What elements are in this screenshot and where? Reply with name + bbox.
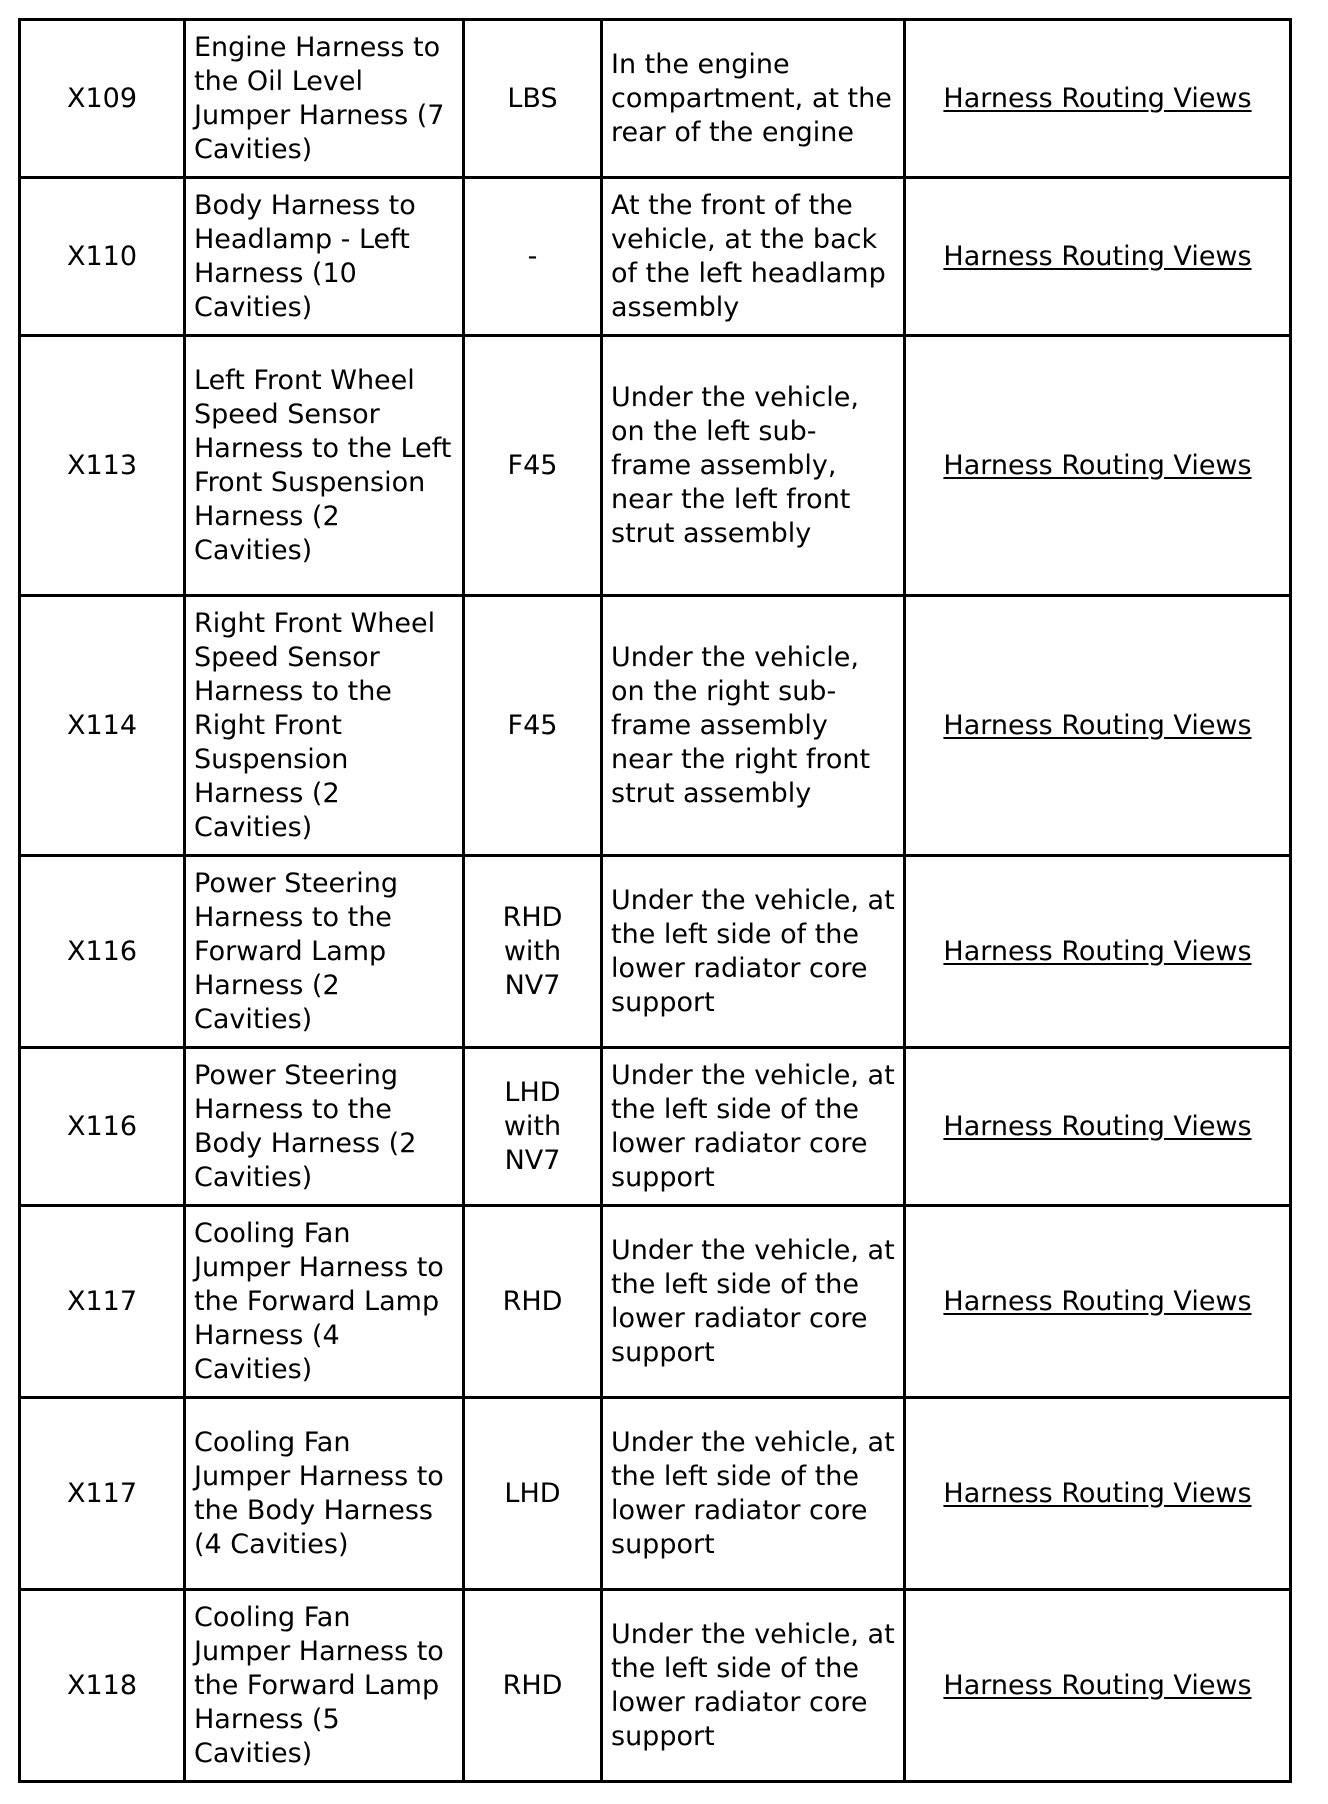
- connector-id: X116: [20, 856, 185, 1048]
- link-cell: [905, 178, 1291, 336]
- harness-routing-views-link[interactable]: Harness Routing Views: [943, 709, 1252, 741]
- link-cell: [905, 1048, 1291, 1206]
- link-cell: [905, 1206, 1291, 1398]
- connector-id: X118: [20, 1590, 185, 1782]
- connector-description: Engine Harness to the Oil Level Jumper Harness (7 Cavities): [185, 20, 464, 178]
- harness-routing-views-link[interactable]: Harness Routing Views: [943, 935, 1252, 967]
- connector-id: X116: [20, 1048, 185, 1206]
- link-cell: [905, 20, 1291, 178]
- table-row: [20, 336, 1291, 596]
- connector-description: Cooling Fan Jumper Harness to the Forward Lamp Harness (5 Cavities): [185, 1590, 464, 1782]
- harness-routing-views-link[interactable]: Harness Routing Views: [943, 1669, 1252, 1701]
- table-row: [20, 856, 1291, 1048]
- link-cell: [905, 596, 1291, 856]
- connector-location: Under the vehicle, on the right sub-frame assembly near the right front strut assembly: [602, 596, 905, 856]
- harness-routing-views-link[interactable]: Harness Routing Views: [943, 1285, 1252, 1317]
- connector-description: Right Front Wheel Speed Sensor Harness to the Right Front Suspension Harness (2 Cavities): [185, 596, 464, 856]
- harness-routing-views-link[interactable]: Harness Routing Views: [943, 1110, 1252, 1142]
- harness-routing-views-link[interactable]: Harness Routing Views: [943, 82, 1252, 114]
- connector-description: Power Steering Harness to the Body Harness (2 Cavities): [185, 1048, 464, 1206]
- connector-description: Power Steering Harness to the Forward Lamp Harness (2 Cavities): [185, 856, 464, 1048]
- connector-option: LBS: [464, 20, 602, 178]
- connector-id: X117: [20, 1398, 185, 1590]
- table-row: [20, 178, 1291, 336]
- link-cell: [905, 856, 1291, 1048]
- connector-description: Body Harness to Headlamp - Left Harness (10 Cavities): [185, 178, 464, 336]
- harness-routing-views-link[interactable]: Harness Routing Views: [943, 240, 1252, 272]
- connector-location: Under the vehicle, on the left sub-frame assembly, near the left front strut assembly: [602, 336, 905, 596]
- connector-option: LHD with NV7: [464, 1048, 602, 1206]
- connector-table: [18, 18, 1292, 1783]
- harness-routing-views-link[interactable]: Harness Routing Views: [943, 449, 1252, 481]
- table-row: [20, 1398, 1291, 1590]
- connector-option: RHD: [464, 1590, 602, 1782]
- table-row: [20, 1048, 1291, 1206]
- connector-id: X117: [20, 1206, 185, 1398]
- link-cell: [905, 1590, 1291, 1782]
- connector-option: RHD with NV7: [464, 856, 602, 1048]
- connector-id: X113: [20, 336, 185, 596]
- table-row: [20, 20, 1291, 178]
- connector-option: -: [464, 178, 602, 336]
- table-row: [20, 1590, 1291, 1782]
- connector-option: RHD: [464, 1206, 602, 1398]
- connector-location: Under the vehicle, at the left side of the lower radiator core support: [602, 1048, 905, 1206]
- connector-description: Cooling Fan Jumper Harness to the Body Harness (4 Cavities): [185, 1398, 464, 1590]
- connector-option: LHD: [464, 1398, 602, 1590]
- connector-option: F45: [464, 336, 602, 596]
- connector-id: X110: [20, 178, 185, 336]
- connector-id: X114: [20, 596, 185, 856]
- connector-location: In the engine compartment, at the rear of the engine: [602, 20, 905, 178]
- link-cell: [905, 1398, 1291, 1590]
- connector-description: Left Front Wheel Speed Sensor Harness to the Left Front Suspension Harness (2 Cavities): [185, 336, 464, 596]
- table-row: [20, 596, 1291, 856]
- connector-location: Under the vehicle, at the left side of the lower radiator core support: [602, 856, 905, 1048]
- harness-routing-views-link[interactable]: Harness Routing Views: [943, 1477, 1252, 1509]
- connector-option: F45: [464, 596, 602, 856]
- connector-location: Under the vehicle, at the left side of the lower radiator core support: [602, 1206, 905, 1398]
- connector-description: Cooling Fan Jumper Harness to the Forward Lamp Harness (4 Cavities): [185, 1206, 464, 1398]
- link-cell: [905, 336, 1291, 596]
- table-row: [20, 1206, 1291, 1398]
- connector-location: Under the vehicle, at the left side of the lower radiator core support: [602, 1590, 905, 1782]
- connector-id: X109: [20, 20, 185, 178]
- connector-location: Under the vehicle, at the left side of the lower radiator core support: [602, 1398, 905, 1590]
- connector-location: At the front of the vehicle, at the back of the left headlamp assembly: [602, 178, 905, 336]
